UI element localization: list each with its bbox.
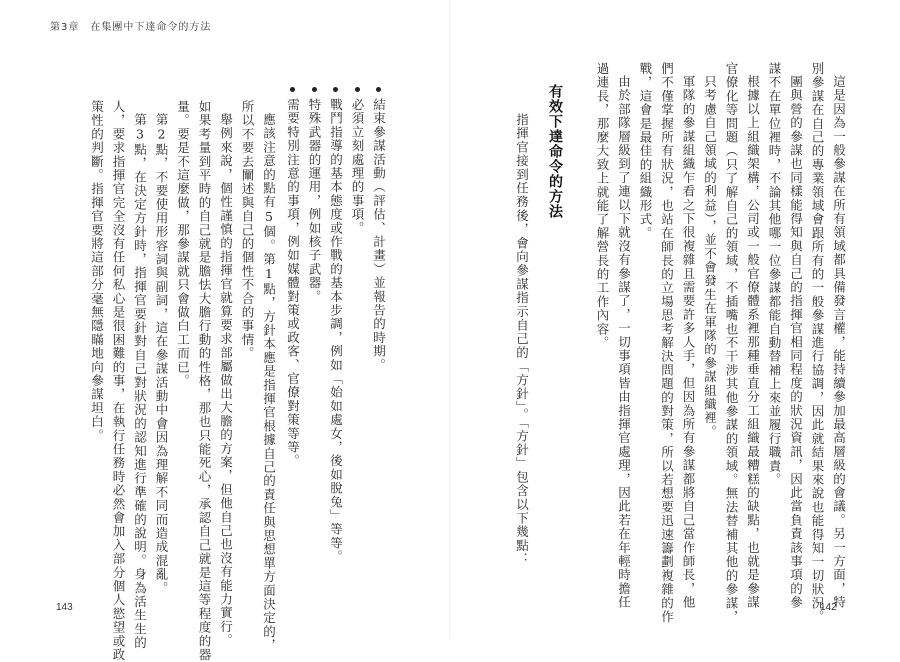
text-column: 軍隊的參謀組織乍看之下很複雜且需要許多人手，但因為所有參謀都將自己當作師長，他: [681, 75, 696, 610]
bullet-icon: [290, 87, 295, 92]
text-column: 舉例來說，個性謹慎的指揮官就算要求部屬做出大膽的方案，但他自己也沒有能力實行。: [218, 113, 234, 648]
page-gutter: [449, 0, 450, 638]
text-column: 們不僅掌握所有狀況，也站在師長的立場思考解決問題的對策，所以若想要迅速籌劃複雜的作: [659, 62, 675, 624]
bullet-icon: [333, 87, 338, 92]
bullet-icon: [312, 87, 317, 92]
bullet-item: 特殊武器的運用，例如核子武器。: [307, 98, 322, 304]
text-column: 指揮官接到任務後，會向參謀指示自己的「方針」。「方針」包含以下幾點：: [514, 113, 530, 567]
text-column: 應該注意的點有5個。第1點，方針本應是指揮官根據自己的責任與思想單方面決定的，: [261, 113, 277, 653]
text-column: 只考慮自己領域的利益），並不會發生在軍隊的參謀組織裡。: [702, 75, 718, 439]
text-column: 第3點，在決定方針時，指揮官要針對自己對狀況的認知進行準確的說明。身為活生生的: [132, 113, 148, 650]
bullet-item: 結束參謀活動（評估、計畫）並報告的時期。: [371, 98, 387, 372]
chapter-header: 第3章 在集團中下達命令的方法: [50, 22, 212, 33]
bullet-item: 戰鬥指導的基本態度或作戰的基本步調，例如「始如處女，後如脫兔」等等。: [328, 98, 344, 564]
bullet-item: 需要特別注意的事項，例如媒體對策或政客、官僚對策等等。: [285, 98, 301, 468]
text-column: 人，要求指揮官完全沒有任何私心是很困難的事，在執行任務時必然會加入部分個人慾望或政: [111, 100, 126, 662]
text-column: 由於部隊層級到了連以下就沒有參謀了，一切事項皆由指揮官處理，因此若在年輕時擔任: [616, 75, 632, 610]
text-column: 這是因為一般參謀在所有領域都具備發言權，能持續參加最高層級的會議。另一方面，特: [831, 75, 847, 610]
text-column: 量。要是不這麼做，那參謀就只會做白工而已。: [175, 100, 191, 388]
bullet-icon: [355, 87, 360, 92]
text-column: 別參謀在自己的專業領域會跟所有的一般參謀進行協調，因此就結果來說也能得知一切狀況。: [810, 62, 825, 624]
text-column: 官僚化等問題（只了解自己的領域，不插嘴也不干涉其他參謀的領域。無法替補其他的參謀，: [724, 62, 739, 624]
text-column: 如果考量到平時的自己就是膽怯大膽行動的性格，那也只能死心，承認自己就是這等程度的器: [197, 100, 212, 662]
text-column: 團與營的參謀也同樣能得知與自己的指揮官相同程度的狀況資訊，因此當負責該事項的參: [788, 75, 804, 610]
text-column: 戰，這會是最佳的組織形式。: [638, 62, 653, 241]
text-column: 策性的判斷。指揮官要將這部分毫無隱瞞地向參謀坦白。: [89, 100, 105, 443]
section-heading: 有效下達命令的方法: [547, 84, 563, 219]
text-column: 根據以上組織架構，公司或一般官僚體系裡那種垂直分工組織最糟糕的缺點，也就是參謀: [745, 75, 761, 610]
text-column: 第2點，不要使用形容詞與副詞，這在參謀活動中會因為理解不同而造成混亂。: [154, 113, 169, 595]
page-number-right: 142: [820, 602, 837, 613]
bullet-item: 必須立刻處理的事項。: [350, 98, 365, 235]
text-column: 所以不要去闡述與自己的個性不合的事情。: [240, 100, 255, 361]
text-column: 過連長，那麼大致上就能了解營長的工作內容。: [595, 62, 610, 350]
bullet-icon: [376, 87, 381, 92]
page-number-left: 143: [56, 602, 73, 613]
text-column: 謀不在單位裡時，不論其他哪一位參謀都能自動替補上來並履行職責。: [767, 62, 782, 487]
